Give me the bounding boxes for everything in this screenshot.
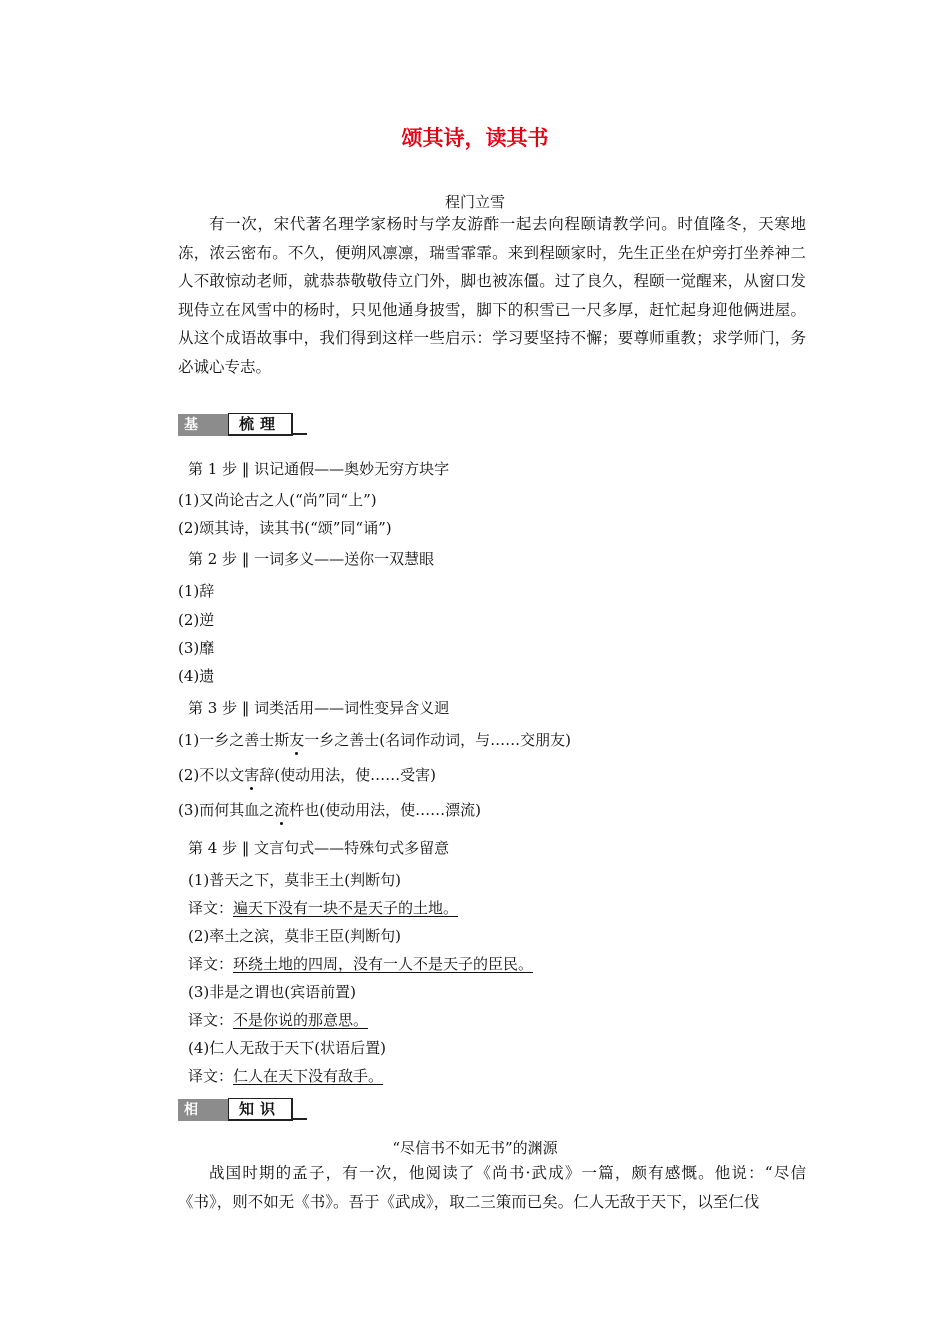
banner-box-label: 梳理 xyxy=(228,413,293,436)
translation-label: 译文： xyxy=(188,1011,234,1029)
step3-item-text: 一乡之善士(名词作动词，与……交朋友) xyxy=(304,731,571,749)
step3-item-text: (3)而何其血之 xyxy=(178,801,275,819)
dotted-word: 友 xyxy=(289,731,305,749)
step3-heading: 第 3 步 ‖ 词类活用——词性变异含义迥 xyxy=(188,699,450,717)
step3-item-text: 杵也(使动用法，使……漂流) xyxy=(289,801,481,819)
step4-translation xyxy=(188,953,533,974)
section2-body: 战国时期的孟子，有一次，他阅读了《尚书·武成》一篇，颇有感慨。他说：“尽信《书》，则不如无《书》。吾于《武成》，取二三策而已矣。仁人无敌于天下，以至仁伐 xyxy=(178,1164,806,1211)
step3-item-text: (2)不以文 xyxy=(178,766,245,784)
translation-answer: 环绕土地的四周，没有一人不是天子的臣民。 xyxy=(233,955,534,973)
banner-basic-review xyxy=(178,412,307,455)
translation-label: 译文： xyxy=(188,955,234,973)
step2-item: (4)遗 xyxy=(178,667,215,685)
step4-question: (1)普天之下，莫非王土(判断句) xyxy=(188,871,401,889)
translation-answer: 不是你说的那意思。 xyxy=(233,1011,369,1029)
section2-heading: “尽信书不如无书”的渊源 xyxy=(392,1139,558,1157)
dotted-word: 害 xyxy=(244,766,260,784)
story-body: 有一次，宋代著名理学家杨时与学友游酢一起去向程颐请教学问。时值隆冬，天寒地冻，浓云密布。不久，便朔风凛凛，瑞雪霏霏。来到程颐家时，先生正坐在炉旁打坐养神二人不敢惊动老师，就恭恭敬敬侍立门外，脚也被冻僵。过了良久，程颐一觉醒来，从窗口发现侍立在风雪中的杨时，只见他通身披雪，脚下的积雪已一尺多厚，赶忙起身迎他俩进屋。从这个成语故事中，我们得到这样一些启示：学习要坚持不懈；要尊师重教；求学师门，务必诚心专志。 xyxy=(178,215,806,376)
step4-heading: 第 4 步 ‖ 文言句式——特殊句式多留意 xyxy=(188,839,450,857)
banner-gray-label: 相关 xyxy=(178,1099,230,1121)
translation-label: 译文： xyxy=(188,1067,234,1085)
step4-translation xyxy=(188,1065,383,1086)
step2-heading: 第 2 步 ‖ 一词多义——送你一双慧眼 xyxy=(188,550,435,568)
step4-question: (2)率土之滨，莫非王臣(判断句) xyxy=(188,927,401,945)
step2-item: (2)逆 xyxy=(178,611,215,629)
step4-translation xyxy=(188,897,458,918)
step2-item: (1)辞 xyxy=(178,582,215,600)
step3-item-text: 辞(使动用法，使……受害) xyxy=(259,766,436,784)
step1-item: (2)颂其诗，读其书(“颂”同“诵”) xyxy=(178,519,392,537)
step4-translation xyxy=(188,1009,368,1030)
step4-question: (4)仁人无敌于天下(状语后置) xyxy=(188,1039,386,1057)
translation-answer: 遍天下没有一块不是天子的土地。 xyxy=(233,899,459,917)
step4-question: (3)非是之谓也(宾语前置) xyxy=(188,983,356,1001)
banner-box-label: 知识 xyxy=(228,1098,293,1121)
banner-gray-label: 基础 xyxy=(178,414,230,436)
dotted-word: 流 xyxy=(274,801,290,819)
banner-related-knowledge xyxy=(178,1097,307,1140)
step2-item: (3)靡 xyxy=(178,639,215,657)
page-title: 颂其诗，读其书 xyxy=(401,126,549,150)
step1-item: (1)又尚论古之人(“尚”同“上”) xyxy=(178,491,377,509)
banner-tail xyxy=(293,1118,307,1120)
banner-tail xyxy=(293,433,307,435)
translation-answer: 仁人在天下没有敌手。 xyxy=(233,1067,384,1085)
step3-item xyxy=(178,799,481,820)
story-heading: 程门立雪 xyxy=(444,193,505,211)
translation-label: 译文： xyxy=(188,899,234,917)
step3-item xyxy=(178,729,571,750)
step3-item-text: (1)一乡之善士斯 xyxy=(178,731,290,749)
step3-item xyxy=(178,764,436,785)
step1-heading: 第 1 步 ‖ 识记通假——奥妙无穷方块字 xyxy=(188,460,450,478)
